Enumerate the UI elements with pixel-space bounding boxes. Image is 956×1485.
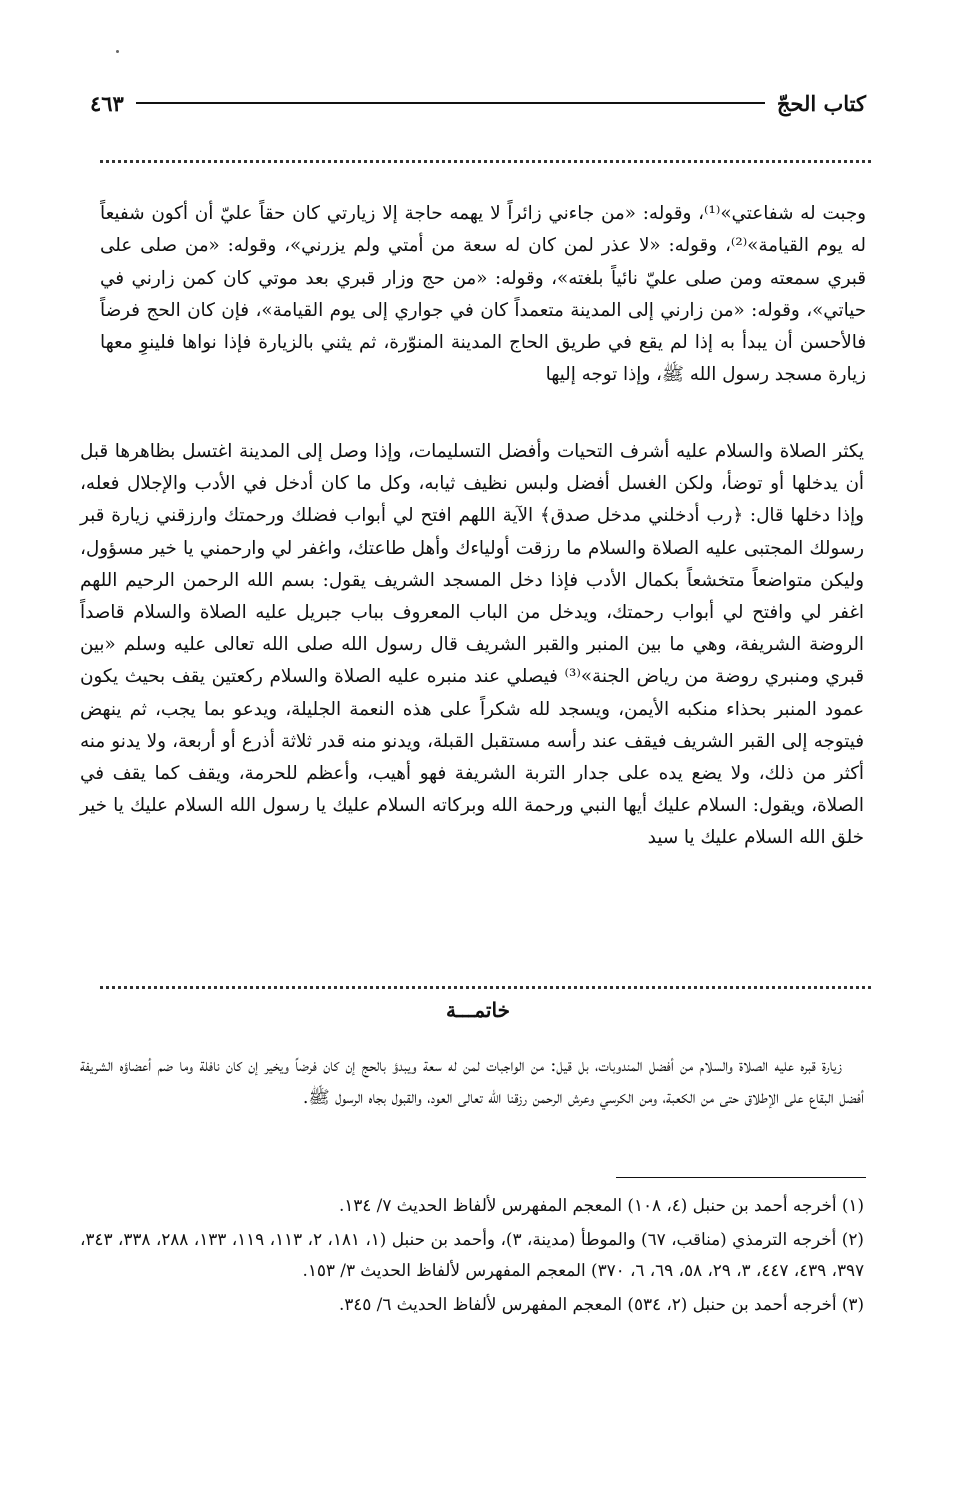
- dotted-separator-bottom: [100, 986, 871, 993]
- main-paragraph: يكثر الصلاة والسلام عليه أشرف التحيات وأفضل التسليمات، وإذا وصل إلى المدينة اغتسل بظاهرها قبل أن يدخلها أو توضأ، ولكن الغسل أفضل ولبس نظيف ثيابه، وكل ما كان أدخل في الأدب والإجلال فعله، وإذا دخلها قال: ﴿رب أدخلني مدخل صدق﴾ الآية اللهم افتح لي أبواب فضلك ورحمتك وارزقني زيارة قبر رسولك المجتبى عليه الصلاة والسلام ما رزقت أولياءك وأهل طاعتك، واغفر لي وارحمني يا خير مسؤول، وليكن متواضعاً متخشعاً بكمال الأدب فإذا دخل المسجد الشريف يقول: بسم الله الرحمن الرحيم اللهم اغفر لي وافتح لي أبواب رحمتك، ويدخل من الباب المعروف بباب جبريل عليه الصلاة والسلام قاصداً الروضة الشريفة، وهي ما بين المنبر والقبر الشريف قال رسول الله صلى الله تعالى عليه وسلم «بين قبري ومنبري روضة من رياض الجنة»⁽³⁾ فيصلي عند منبره عليه الصلاة والسلام ركعتين يقف بحيث يكون عمود المنبر بحذاء منكبه الأيمن، ويسجد لله شكراً على هذه النعمة الجليلة، ويدعو بما يجب، ثم ينهض فيتوجه إلى القبر الشريف فيقف عند رأسه مستقبل القبلة، ويدنو منه قدر ثلاثة أذرع أو أربعة، ولا يدنو منه أكثر من ذلك، ولا يضع يده على جدار التربة الشريفة فهو أهيب، وأعظم للحرمة، ويقف كما يقف في الصلاة، ويقول: السلام عليك أيها النبي ورحمة الله وبركاته السلام عليك يا رسول الله السلام عليك يا خير خلق الله السلام عليك يا سيد: [80, 441, 864, 849]
- footnote-1: (١) أخرجه أحمد بن حنبل (٤، ١٠٨) المعجم المفهرس لألفاظ الحديث ٧/ ١٣٤.: [338, 1195, 864, 1215]
- khatima-paragraph: زيارة قبره عليه الصلاة والسلام من أفضل المندوبات، بل قيل: من الواجبات لمن له سعة ويبدؤ بالحج إن كان فرضاً ويخير إن كان نافلة وما ضم أعضاؤه الشريفة أفضل البقاع على الإطلاق حتى من الكعبة، ومن الكرسي وعرش الرحمن رزقنا الله تعالى العود، والقبول بجاه الرسول ﷺ.: [80, 1056, 864, 1108]
- upper-text-block: [100, 198, 866, 392]
- main-text-block: [80, 436, 864, 855]
- footnote-3: (٣) أخرجه أحمد بن حنبل (٢، ٥٣٤) المعجم المفهرس لألفاظ الحديث ٦/ ٣٤٥.: [338, 1293, 864, 1314]
- header-rule: [136, 102, 765, 104]
- scan-speck: [116, 50, 119, 53]
- chapter-title: كتاب الحجّ: [776, 90, 866, 116]
- dotted-separator-top: [100, 160, 871, 167]
- khatima-heading: خاتمـــة: [446, 998, 510, 1022]
- khatima-text-block: [80, 1050, 864, 1114]
- page-number: ٤٦٣: [90, 90, 124, 116]
- footnote-2: (٢) أخرجه الترمذي (مناقب، ٦٧) والموطأ (مدينة، ٣)، وأحمد بن حنبل (١، ١٨١، ٢، ١١٣، ١١٩، ١٣٣، ٢٨٨، ٣٣٨، ٣٤٣، ٣٩٧، ٤٣٩، ٤٤٧، ٣، ٢٩، ٥٨، ٦٩، ٦، ٣٧٠) المعجم المفهرس لألفاظ الحديث ٣/ ١٥٣.: [80, 1228, 864, 1280]
- footnotes-block: [80, 1190, 864, 1322]
- footnote-rule: [616, 1177, 866, 1178]
- running-header: [90, 88, 866, 118]
- upper-paragraph: وجبت له شفاعتي»⁽¹⁾، وقوله: «من جاءني زائراً لا يهمه حاجة إلا زيارتي كان حقاً عليّ أن أكون شفيعاً له يوم القيامة»⁽²⁾، وقوله: «لا عذر لمن كان له سعة من أمتي ولم يزرني»، وقوله: «من صلى على قبري سمعته ومن صلى عليّ نائياً بلغته»، وقوله: «من حج وزار قبري بعد موتي كان كمن زارني في حياتي»، وقوله: «من زارني إلى المدينة متعمداً كان في جواري إلى يوم القيامة»، فإن كان الحج فرضاً فالأحسن أن يبدأ به إذا لم يقع في طريق الحاج المدينة المنوّرة، ثم يثني بالزيارة فإذا نواها فلينوِ معها زيارة مسجد رسول الله ﷺ، وإذا توجه إليها: [100, 203, 866, 386]
